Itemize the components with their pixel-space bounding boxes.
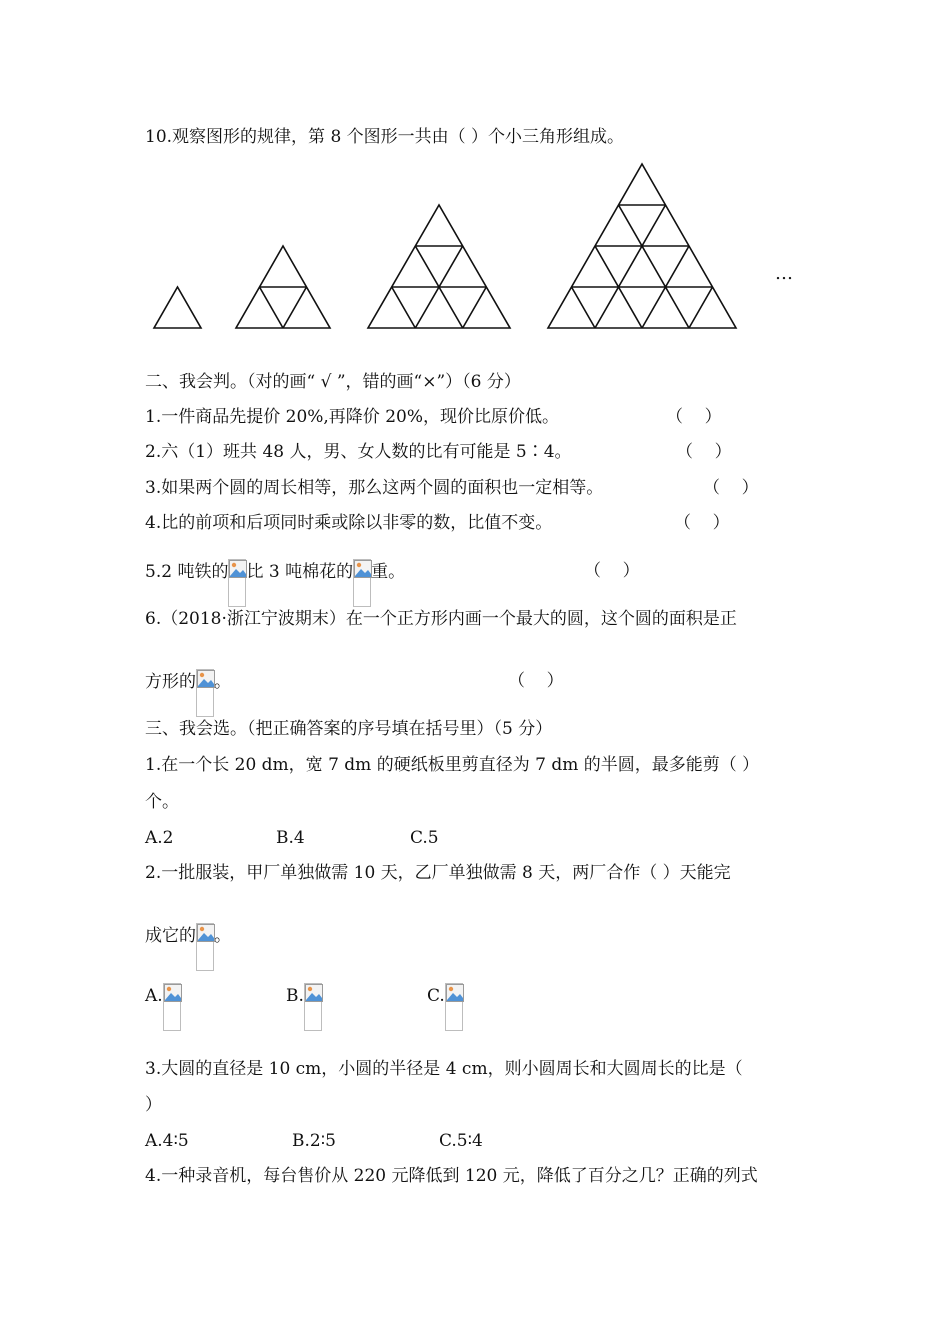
choice-q1-line1: 1.在一个长 20 dm，宽 7 dm 的硬纸板里剪直径为 7 dm 的半圆，最多能剪（ ）	[145, 755, 760, 775]
answer-paren-2[interactable]: （ ）	[676, 442, 732, 462]
judge-item-6-line2	[145, 669, 231, 717]
option-q1-c[interactable]: C.5	[410, 828, 439, 848]
answer-paren-5[interactable]: （ ）	[584, 561, 640, 581]
broken-image-icon	[445, 983, 463, 1031]
triangle-figure-3	[368, 205, 510, 328]
choice-q3-line2: ）	[145, 1095, 162, 1115]
choice-q2-part-b: 。	[214, 926, 231, 946]
triangle-figure-4	[548, 164, 736, 328]
continuation-ellipsis: …	[775, 263, 793, 284]
choice-q1-line2: 个。	[145, 792, 179, 812]
answer-paren-6[interactable]: （ ）	[508, 671, 564, 691]
section-2-title: 二、我会判。（对的画“ √ ”，错的画“×”）（6 分）	[145, 372, 521, 392]
option-q1-b[interactable]: B.4	[276, 828, 305, 848]
triangle-figure-1	[154, 287, 201, 328]
broken-image-icon	[228, 559, 246, 607]
option-q2-c[interactable]	[427, 983, 463, 1031]
broken-image-icon	[163, 983, 181, 1031]
option-q2-a[interactable]	[145, 983, 181, 1031]
judge-item-5-part-b: 比 3 吨棉花的	[246, 562, 354, 582]
judge-item-4: 4.比的前项和后项同时乘或除以非零的数，比值不变。	[145, 513, 553, 533]
judge-item-6-part-b: 。	[214, 672, 231, 692]
broken-image-icon	[196, 669, 214, 717]
judge-item-6-part-a: 方形的	[145, 672, 196, 692]
option-q3-b[interactable]: B.2∶5	[292, 1131, 336, 1151]
answer-paren-3[interactable]: （ ）	[703, 478, 759, 498]
section-3-title: 三、我会选。（把正确答案的序号填在括号里）（5 分）	[145, 719, 553, 739]
broken-image-icon	[353, 559, 371, 607]
answer-paren-1[interactable]: （ ）	[666, 407, 722, 427]
option-q3-c[interactable]: C.5∶4	[439, 1131, 483, 1151]
option-q2-b[interactable]	[286, 983, 322, 1031]
choice-q2-line1: 2.一批服装，甲厂单独做需 10 天，乙厂单独做需 8 天，两厂合作（ ）天能完	[145, 863, 731, 883]
judge-item-6-line1: 6.（2018·浙江宁波期末）在一个正方形内画一个最大的圆，这个圆的面积是正	[145, 609, 737, 629]
option-q3-a[interactable]: A.4∶5	[145, 1131, 189, 1151]
judge-item-5-part-c: 重。	[371, 562, 406, 582]
option-q2-c-label: C.	[427, 986, 445, 1006]
question-10-text: 10.观察图形的规律，第 8 个图形一共由（ ）个小三角形组成。	[145, 127, 625, 147]
triangle-figure-2	[236, 246, 330, 328]
broken-image-icon	[304, 983, 322, 1031]
judge-item-5-part-a: 5.2 吨铁的	[145, 562, 229, 582]
option-q2-a-label: A.	[145, 986, 163, 1006]
choice-q2-line2	[145, 923, 231, 971]
judge-item-3: 3.如果两个圆的周长相等，那么这两个圆的面积也一定相等。	[145, 478, 604, 498]
option-q1-a[interactable]: A.2	[145, 828, 174, 848]
choice-q4-line1: 4.一种录音机，每台售价从 220 元降低到 120 元，降低了百分之几？正确的列式	[145, 1166, 758, 1186]
option-q2-b-label: B.	[286, 986, 304, 1006]
judge-item-5	[145, 559, 405, 607]
broken-image-icon	[196, 923, 214, 971]
judge-item-1: 1.一件商品先提价 20%,再降价 20%，现价比原价低。	[145, 407, 560, 427]
triangle-pattern-figure	[0, 0, 950, 345]
answer-paren-4[interactable]: （ ）	[674, 513, 730, 533]
choice-q3-line1: 3.大圆的直径是 10 cm，小圆的半径是 4 cm，则小圆周长和大圆周长的比是（	[145, 1059, 743, 1079]
choice-q2-part-a: 成它的	[145, 926, 196, 946]
judge-item-2: 2.六（1）班共 48 人，男、女人数的比有可能是 5∶4。	[145, 442, 572, 462]
